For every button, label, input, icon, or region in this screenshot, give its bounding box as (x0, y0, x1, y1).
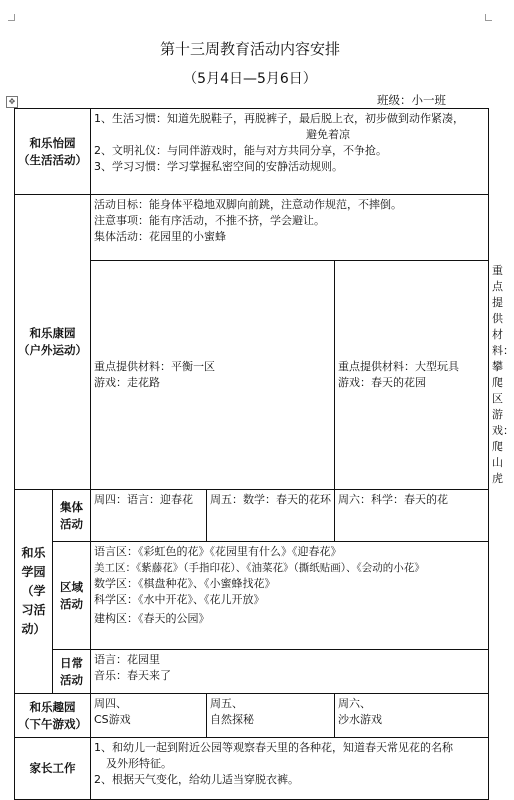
table-move-handle-icon[interactable]: ✥ (6, 96, 18, 108)
page-title: 第十三周教育活动内容安排 (159, 40, 340, 58)
learning-daily-item: 语言：花园里 (94, 653, 160, 666)
learning-group-day-1: 周四：语言：迎春花 (91, 490, 207, 542)
row-learning-areas (15, 542, 489, 650)
life-line: 1、生活习惯：知道先脱鞋子，再脱裤子，最后脱上衣，初步做到动作紧凑， (94, 112, 464, 125)
row-learning-group (15, 490, 489, 542)
class-label: 班级：小一班 (377, 93, 446, 107)
learning-areas (91, 542, 489, 650)
family-line: 2、根据天气变化，给幼儿适当穿脱衣裤。 (94, 773, 299, 786)
outdoor-area-2: 重点提供材料：大型玩具 游戏：春天的花园 (335, 261, 489, 490)
section-outdoor-heading: 和乐康园 （户外运动） (15, 195, 91, 490)
section-learning-heading: 和乐学园（学习活动） (15, 490, 53, 694)
family-content (91, 738, 489, 800)
life-line: 避免着凉 (306, 128, 350, 141)
section-family-heading: 家长工作 (15, 738, 91, 800)
family-line: 及外形特征。 (106, 757, 172, 770)
learning-area-item: 语言区：《彩虹色的花》《花园里有什么》《迎春花》 (94, 545, 342, 558)
learning-group-day-2: 周五：数学：春天的花环 (207, 490, 335, 542)
row-life (15, 109, 489, 195)
life-content (91, 109, 489, 195)
family-line: 1、和幼儿一起到附近公园等观察春天里的各种花，知道春天常见花的名称 (94, 741, 453, 754)
row-family (15, 738, 489, 800)
section-afternoon-heading: 和乐趣园 （下午游戏） (15, 694, 91, 738)
life-line: 2、文明礼仪：与同伴游戏时，能与对方共同分享，不争抢。 (94, 144, 387, 157)
learning-daily (91, 650, 489, 694)
crop-mark-top-right (485, 14, 492, 21)
learning-daily-item: 音乐：春天来了 (94, 669, 171, 682)
row-outdoor-areas: 重点提供材料：平衡一区 游戏：走花路 重点提供材料：大型玩具 游戏：春天的花园 重点提供材料：攀爬区 游戏：爬山虎 (15, 261, 489, 490)
outdoor-goal: 活动目标：能身体平稳地双脚向前跳，注意动作规范，不摔倒。 (94, 198, 402, 211)
learning-area-item: 数学区：《棋盘种花》、《小蜜蜂找花》 (94, 577, 276, 590)
afternoon-day-1: 周四、 CS游戏 (91, 694, 207, 738)
schedule-table (14, 108, 514, 800)
section-life-heading: 和乐怡园 （生活活动） (15, 109, 91, 195)
learning-daily-label: 日常活动 (53, 650, 91, 694)
learning-area-item: 科学区：《水中开花》、《花儿开放》 (94, 593, 265, 606)
life-line: 3、学习习惯：学习掌握私密空间的安静活动规则。 (94, 160, 343, 173)
learning-area-item: 建构区：《春天的公园》 (94, 612, 210, 625)
learning-area-item: 美工区：《紫藤花》（手指印花）、《油菜花》（撕纸贴画）、《会动的小花》 (94, 562, 425, 574)
crop-mark-top-left (8, 14, 15, 21)
row-learning-daily (15, 650, 489, 694)
afternoon-day-2: 周五、 自然探秘 (207, 694, 335, 738)
row-outdoor-goals (15, 195, 489, 261)
page-dates: （5月4日—5月6日） (183, 71, 317, 87)
outdoor-area-1: 重点提供材料：平衡一区 游戏：走花路 (91, 261, 335, 490)
outdoor-notice: 注意事项：能有序活动，不推不挤，学会避让。 (94, 214, 325, 227)
afternoon-day-3: 周六、 沙水游戏 (335, 694, 489, 738)
learning-group-label: 集体活动 (53, 490, 91, 542)
outdoor-goals (91, 195, 489, 261)
outdoor-group: 集体活动：花园里的小蜜蜂 (94, 230, 226, 243)
learning-group-day-3: 周六：科学：春天的花 (335, 490, 489, 542)
row-afternoon (15, 694, 489, 738)
learning-area-label: 区域活动 (53, 542, 91, 650)
